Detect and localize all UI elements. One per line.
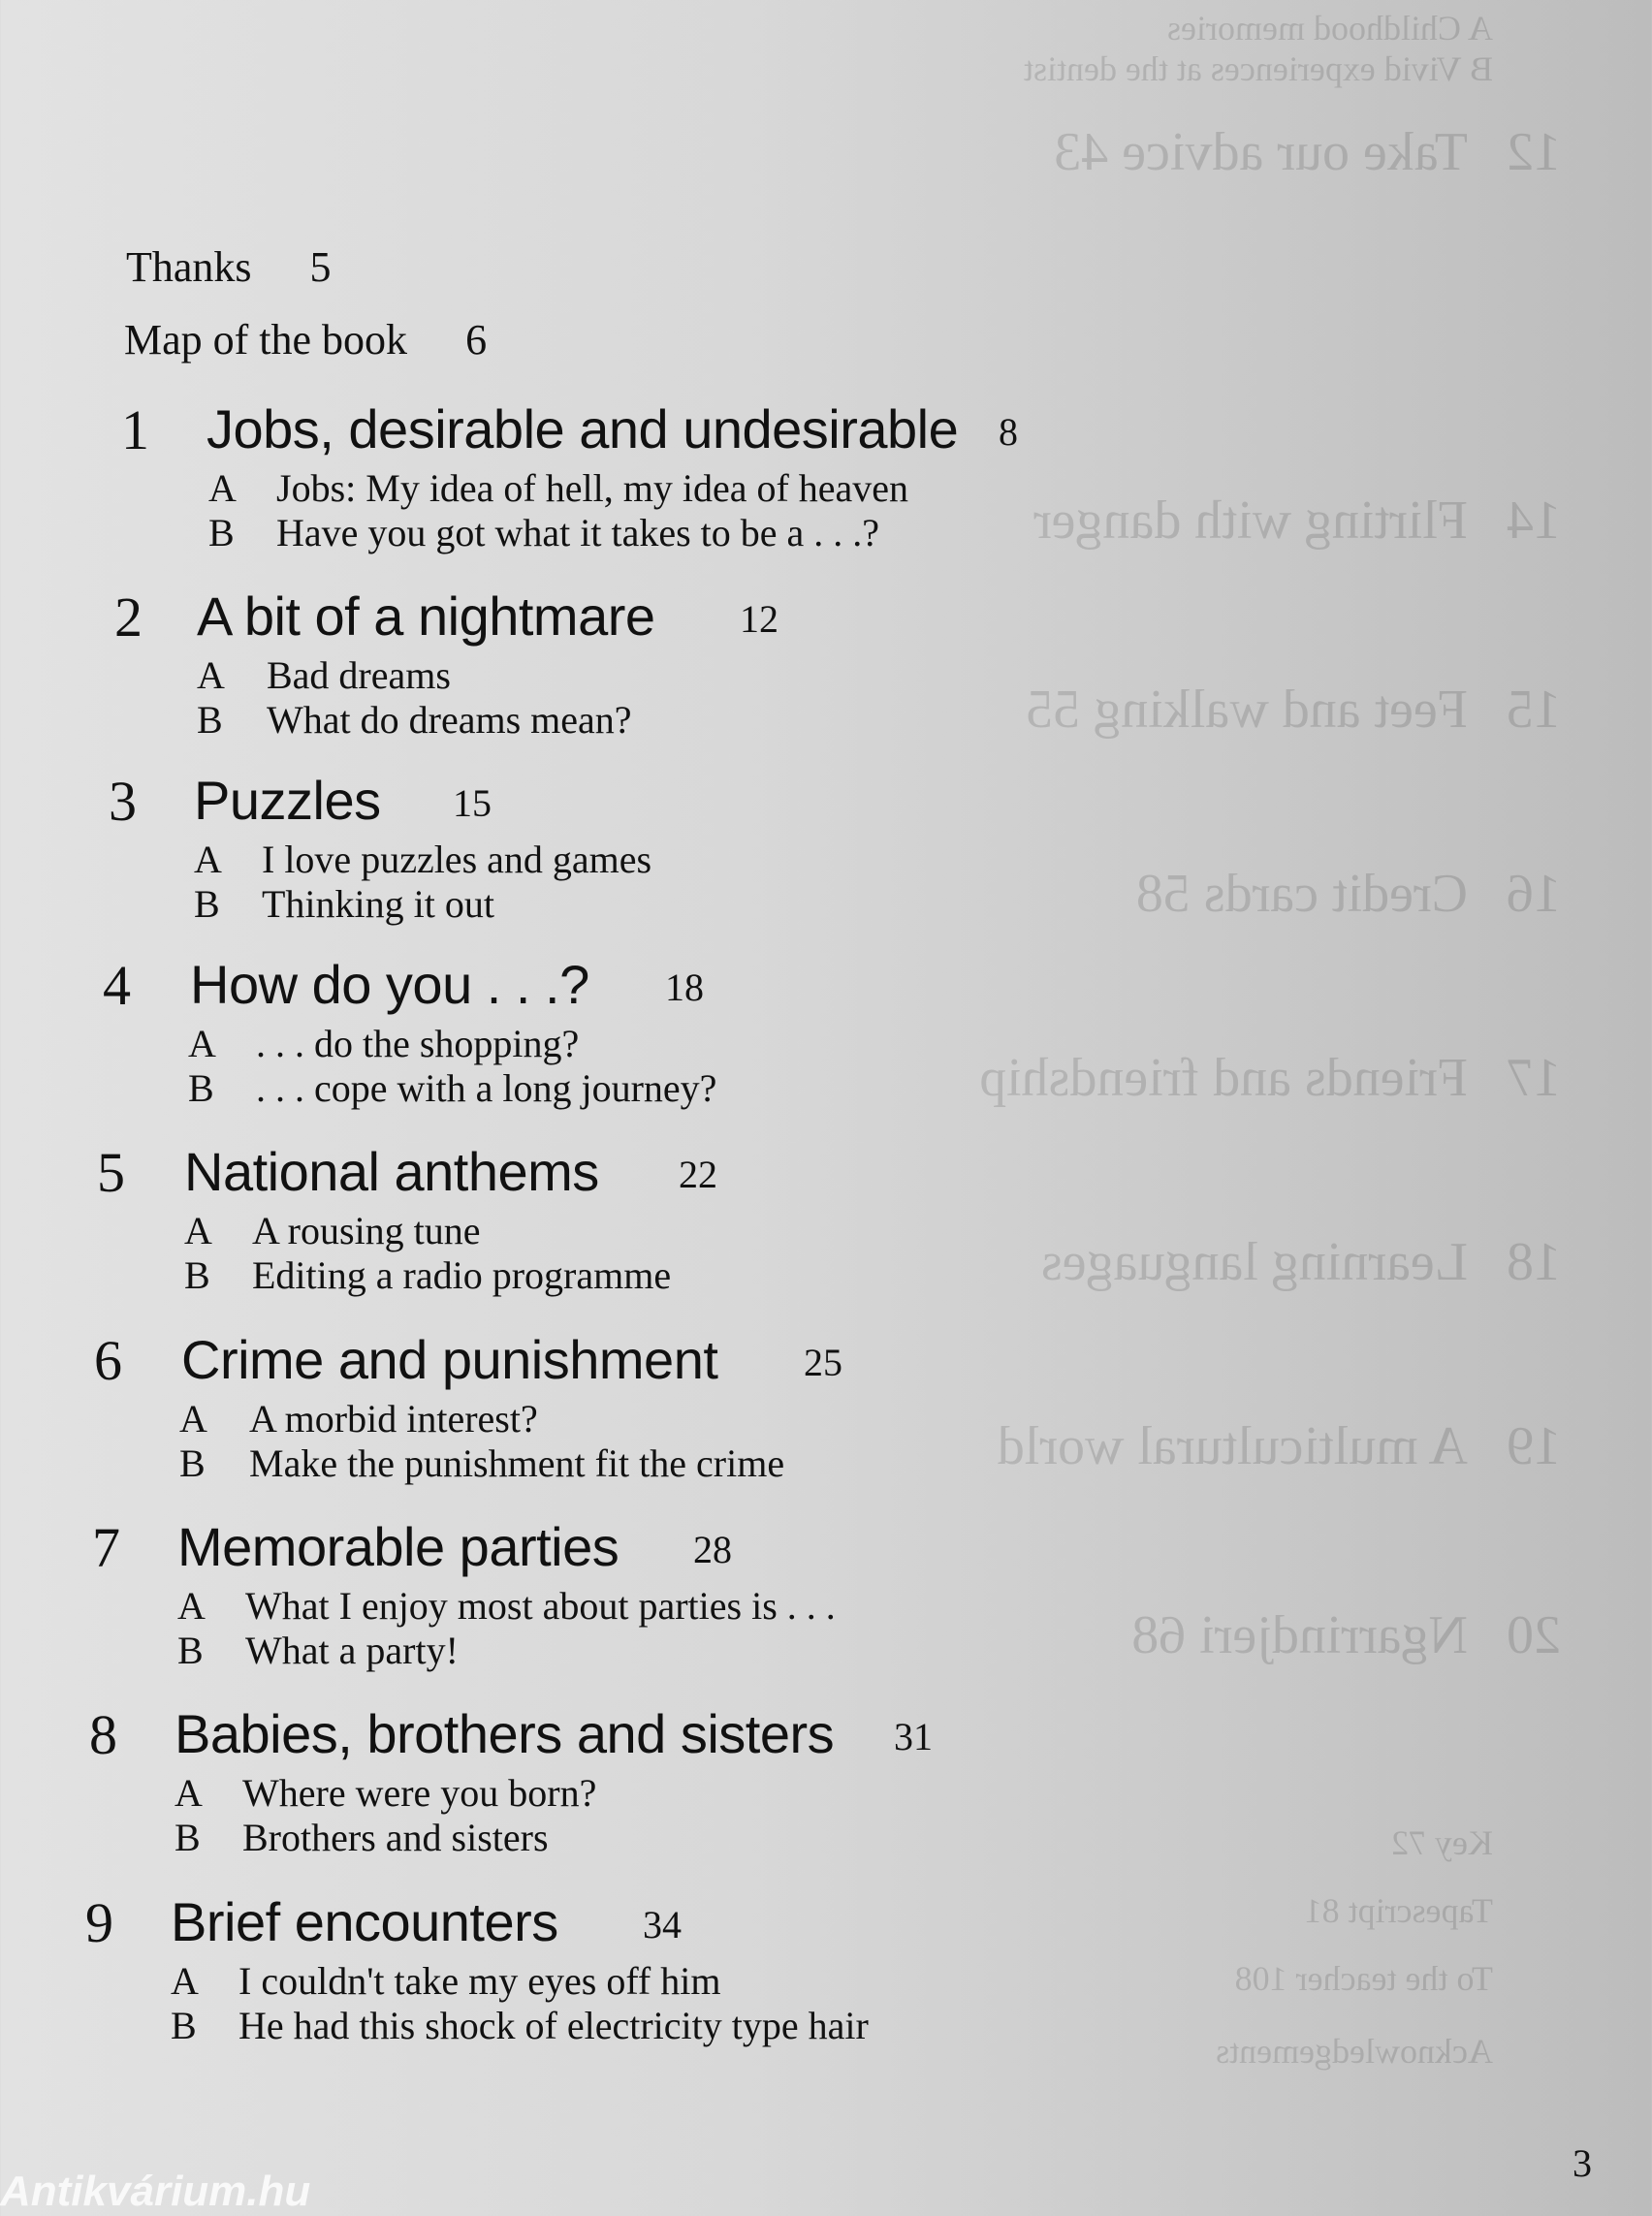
section-text: . . . do the shopping?: [256, 1022, 580, 1065]
section-text: Jobs: My idea of hell, my idea of heaven: [276, 466, 909, 510]
section-text: Brothers and sisters: [242, 1816, 549, 1859]
section-letter: A: [188, 1022, 216, 1065]
ghost-unit-title: Feet and walking: [1094, 680, 1468, 740]
unit-title: Puzzles: [194, 770, 381, 831]
section-letter: B: [184, 1253, 210, 1297]
section-text: I couldn't take my eyes off him: [238, 1959, 721, 2003]
ghost-unit-number: 19: [1507, 1416, 1561, 1476]
ghost-unit-number: 12: [1507, 122, 1561, 182]
section-text: Where were you born?: [242, 1771, 597, 1815]
section-letter: A: [197, 653, 225, 697]
ghost-line: Tapescript 81: [1304, 1891, 1493, 1930]
section-text: What I enjoy most about parties is . . .: [245, 1584, 836, 1628]
section-text: Editing a radio programme: [252, 1253, 672, 1297]
unit-page: 8: [999, 410, 1018, 454]
map-page: 6: [465, 316, 488, 364]
ghost-unit-number: 18: [1507, 1232, 1561, 1292]
ghost-unit-number: 16: [1507, 864, 1561, 924]
watermark: Antikvárium.hu: [0, 2168, 311, 2215]
section-letter: B: [171, 2004, 197, 2047]
unit-number: 8: [89, 1703, 117, 1766]
unit-page: 18: [665, 966, 704, 1009]
section-letter: A: [208, 466, 237, 510]
section-letter: B: [197, 698, 223, 742]
ghost-unit-title: Learning languages: [1040, 1232, 1468, 1292]
unit-title: How do you . . .?: [190, 954, 589, 1015]
map-label: Map of the book: [124, 316, 408, 364]
ghost-unit-number: 20: [1507, 1605, 1561, 1665]
section-text: I love puzzles and games: [262, 838, 652, 881]
unit-title: Babies, brothers and sisters: [175, 1703, 835, 1764]
section-letter: B: [208, 511, 235, 554]
unit-page: 28: [693, 1528, 732, 1571]
section-text: Make the punishment fit the crime: [249, 1441, 785, 1485]
ghost-line: Acknowledgements: [1216, 2032, 1493, 2071]
unit-number: 1: [121, 398, 149, 461]
section-letter: B: [179, 1441, 206, 1485]
ghost-line: A Childhood memories: [1167, 9, 1493, 47]
ghost-unit-title: Credit cards: [1203, 864, 1468, 924]
thanks-page: 5: [309, 243, 332, 291]
ghost-unit-number: 15: [1507, 680, 1561, 740]
ghost-line: Key 72: [1391, 1823, 1493, 1862]
section-text: . . . cope with a long journey?: [256, 1066, 717, 1110]
section-text: A rousing tune: [252, 1209, 481, 1252]
unit-title: Brief encounters: [171, 1891, 558, 1952]
section-letter: B: [194, 882, 220, 926]
ghost-unit-page: 55: [1026, 680, 1081, 740]
unit-number: 4: [103, 954, 131, 1017]
unit-title: Memorable parties: [177, 1516, 620, 1577]
unit-title: Crime and punishment: [181, 1329, 718, 1390]
thanks-entry[interactable]: [126, 242, 332, 292]
ghost-unit-number: 17: [1507, 1048, 1561, 1108]
section-text: Thinking it out: [262, 882, 494, 926]
ghost-unit-title: Flirting with danger: [1033, 491, 1468, 551]
ghost-unit-title: A multicultural world: [997, 1416, 1468, 1476]
ghost-line: B Vivid experiences at the dentist: [1023, 49, 1493, 88]
map-entry[interactable]: [124, 315, 487, 364]
unit-page: 22: [679, 1153, 717, 1196]
section-text: Bad dreams: [267, 653, 451, 697]
section-letter: A: [171, 1959, 199, 2003]
ghost-line: To the teacher 108: [1234, 1959, 1493, 1998]
unit-page: 31: [894, 1715, 933, 1758]
unit-page: 25: [804, 1341, 842, 1384]
ghost-unit-title: Take our advice: [1122, 122, 1468, 182]
section-text: He had this shock of electricity type hair: [238, 2004, 869, 2047]
section-text: What a party!: [245, 1629, 459, 1672]
unit-number: 5: [97, 1141, 125, 1204]
unit-title: Jobs, desirable and undesirable: [206, 398, 959, 459]
unit-page: 15: [453, 781, 492, 825]
section-text: A morbid interest?: [249, 1397, 538, 1440]
unit-title: National anthems: [184, 1141, 599, 1202]
unit-number: 6: [94, 1329, 122, 1392]
unit-number: 9: [85, 1891, 113, 1954]
section-letter: A: [175, 1771, 203, 1815]
page-number: 3: [1573, 2141, 1592, 2185]
section-letter: B: [188, 1066, 214, 1110]
ghost-unit-page: 68: [1131, 1605, 1187, 1665]
unit-number: 7: [92, 1516, 120, 1579]
ghost-unit-title: Ngarrindjeri: [1199, 1605, 1468, 1665]
section-letter: A: [194, 838, 222, 881]
ghost-unit-number: 14: [1507, 491, 1561, 551]
section-letter: B: [175, 1816, 201, 1859]
unit-number: 3: [109, 770, 137, 833]
ghost-unit-page: 58: [1135, 864, 1191, 924]
ghost-unit-page: 43: [1054, 122, 1109, 182]
section-letter: A: [184, 1209, 212, 1252]
unit-title: A bit of a nightmare: [197, 586, 655, 647]
unit-page: 12: [740, 597, 778, 641]
section-text: What do dreams mean?: [267, 698, 632, 742]
thanks-label: Thanks: [126, 243, 252, 291]
section-letter: A: [177, 1584, 206, 1628]
section-text: Have you got what it takes to be a . . .?: [276, 511, 880, 554]
unit-page: 34: [643, 1903, 682, 1947]
ghost-unit-title: Friends and friendship: [979, 1048, 1468, 1108]
section-letter: B: [177, 1629, 204, 1672]
unit-number: 2: [114, 586, 143, 649]
section-letter: A: [179, 1397, 207, 1440]
